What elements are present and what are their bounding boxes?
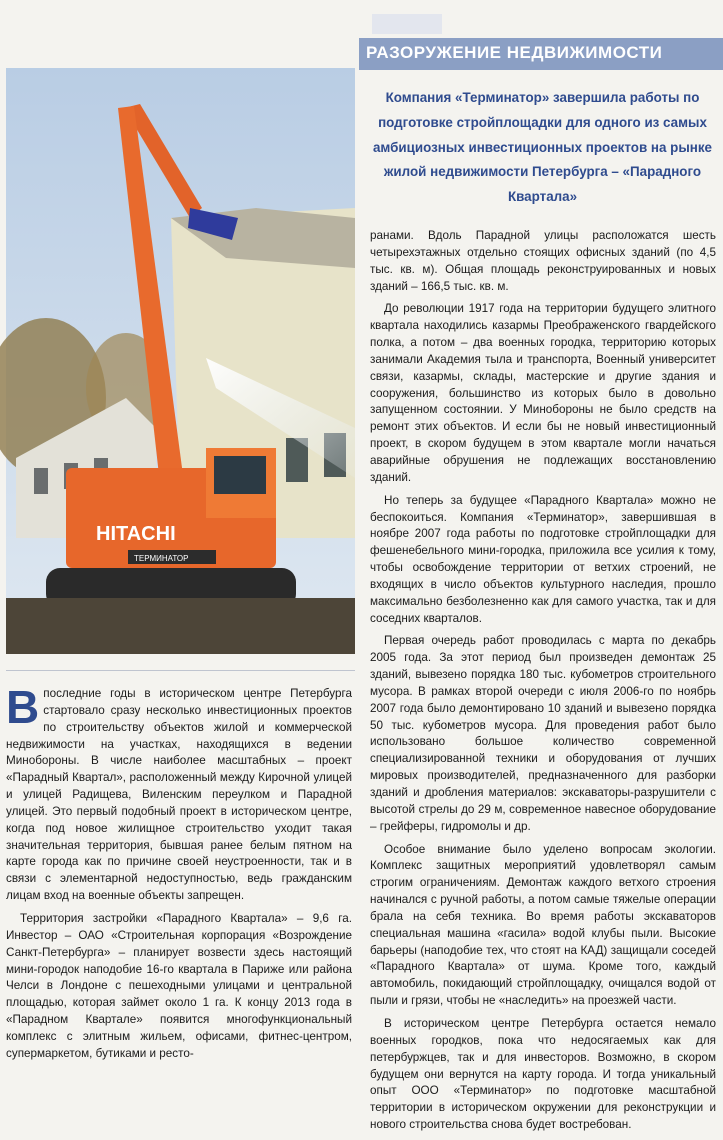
lead-paragraph: Компания «Терминатор» завершила работы по подготовке стройплощадки для одного из самых амбициозных инвестиционных проектов на рынке жилой недвижимости Петербурга – «Парадного Квартала» [372,90,712,205]
right-paragraph: Особое внимание было уделено вопросам экологии. Комплекс защитных мероприятий удовлетворял самым строгим ограничениям. Демонтаж каждого ветхого строения начинался с ручной работы, а потом самые тяжелые операции брала на себя техника. Во время работы экскаваторов специальная машина «гасила» водой клубы пыли. Высокие барьеры (наподобие тех, что стоят на КАД) защищали соседей «Парадного Квартала» от шума. Кроме того, каждый автомобиль, покидающий стройплощадку, очищался водой от пыли и грязи, чтобы не «наследить» на проезжей части. [370,842,716,1008]
right-paragraph: В историческом центре Петербурга остается немало военных городков, пока что недосягаемых как для петербуржцев, так и для инвесторов. Возможно, в скором будущем они вернутся на карту города. И тогда уникальный опыт ООО «Терминатор» по подготовке масштабной территории в историческом окружении для реконструкции и нового строительства снова будет востребован. [370,1016,716,1132]
section-title: РАЗОРУЖЕНИЕ НЕДВИЖИМОСТИ [366,43,663,62]
section-tab [372,14,442,34]
right-paragraph: ранами. Вдоль Парадной улицы расположатся шесть четырехэтажных отдельно стоящих офисных зданий (по 4,5 тыс. кв. м). Общая площадь реконструированных и новых зданий – 166,5 тыс. кв. м. [370,229,716,293]
photo-divider [6,670,355,671]
contractor-name: ТЕРМИНАТОР [134,554,189,563]
page-top-margin [0,0,723,36]
left-paragraph-first [6,681,352,905]
right-column [370,228,716,1140]
excavator-illustration [6,68,355,654]
right-paragraph: До революции 1917 года на территории будущего элитного квартала находились казармы Преображенского гвардейского полка, а потом – два военных городка, территорию которых занимали Академия тыла и транспорта, Военный университет связи, казармы, склады, мастерские и другие здания и сооружения, большинство из которых было в довольно запущенном состоянии. У Минобороны не было средств на ремонт этих объектов. И если бы не новый инвестиционный проект, в скором будущем в этом квартале могли начаться аварийные обрушения не подлежащих восстановлению зданий. [370,302,716,484]
drop-cap: В [6,681,40,733]
rubble-ground [6,598,355,654]
hitachi-logo: HITACHI [96,523,176,545]
cab-window [214,456,266,494]
window [34,468,48,494]
left-column [6,681,352,1069]
right-paragraph: Но теперь за будущее «Парадного Квартала» можно не беспокоиться. Компания «Терминатор», завершившая в ноябре 2007 года работы по подготовке стройплощадки для фешенебельного мини-городка, приложила все усилия к тому, чтобы освобождение территории от ветхих строений, не входящих в число объектов культурного наследия, прошло максимально безболезненно как для самого участка, так и для соседних кварталов. [370,493,716,625]
left-paragraph: Территория застройки «Парадного Квартала» – 9,6 га. Инвестор – ОАО «Строительная корпорация «Возрождение Санкт-Петербурга» – планирует возвести здесь настоящий мини-городок наподобие 16-го квартала в Париже или района Челси в Лондоне с пешеходными улицами и центральной площадью, которая займет около 1 га. К концу 2013 года в «Парадном Квартале» появится многофункциональный комплекс с элитным жильем, офисами, фитнес-центром, супермаркетом, бутиками и ресто- [6,911,352,1060]
right-paragraph: Первая очередь работ проводилась с марта по декабрь 2005 года. За этот период был произведен демонтаж 25 зданий, вывезено порядка 180 тыс. кубометров строительного мусора. В рамках второй очереди с июля 2006-го по ноябрь 2007 года было демонтировано 10 зданий и вывезено порядка 50 тыс. кубометров мусора. Для проведения работ было использовано большое количество современной специализированной техники и оборудования от лучших мировых производителей, предназначенного для разборки зданий и дробления материалов: экскаваторы-разрушители с высотой стрелы до 29 м, современное навесное оборудование – грейферы, гидромолы и др. [370,634,716,833]
excavator-photo [6,68,355,654]
left-paragraph-text: последние годы в историческом центре Петербурга стартовало сразу несколько инвестиционных проектов по строительству объектов жилой и коммерческой недвижимости на участках, находящихся в ведении Минобороны. В числе наиболее масштабных – проект «Парадный Квартал», расположенный между Кирочной улицей и улицей Радищева, Виленским переулком и Парадной улицей. Это первый подобный проект в историческом центре, когда под новое жилищное строительство уходит такая значительная территория, бывшая ранее белым пятном на карте города как по причине своей неустроенности, так и в связи с элементарной недоступностью, ведь гражданским лицам вход на военные объекты запрещен. [6,687,352,903]
